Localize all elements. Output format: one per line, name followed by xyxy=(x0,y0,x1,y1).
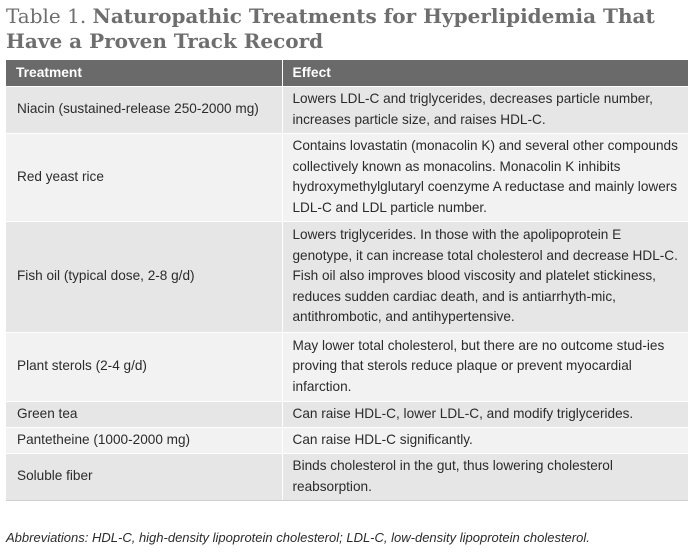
treatment-cell: Fish oil (typical dose, 2-8 g/d) xyxy=(6,222,282,333)
table-row xyxy=(6,134,688,222)
treatments-table xyxy=(6,60,688,501)
treatment-cell: Red yeast rice xyxy=(6,134,282,222)
effect-cell: Can raise HDL-C, lower LDL-C, and modify triglycerides. xyxy=(282,402,688,428)
header-effect: Effect xyxy=(282,60,688,87)
table-row xyxy=(6,454,688,501)
treatment-cell: Soluble fiber xyxy=(6,454,282,501)
effect-cell: Contains lovastatin (monacolin K) and several other compounds collectively known as monacolins. Monacolin K inhibits hydroxymethylglutaryl coenzyme A reductase and mainly lowers LDL-C and LDL particle number. xyxy=(282,134,688,222)
table-row xyxy=(6,428,688,454)
treatment-cell: Plant sterols (2-4 g/d) xyxy=(6,333,282,402)
table-row xyxy=(6,222,688,333)
effect-cell: Lowers triglycerides. In those with the apolipoprotein E genotype, it can increase total cholesterol and decrease HDL-C. Fish oil also improves blood viscosity and platelet stickiness, reduces sudden cardiac death, and is antiarrhyth-mic, antithrombotic, and antihypertensive. xyxy=(282,222,688,333)
treatment-cell: Pantetheine (1000-2000 mg) xyxy=(6,428,282,454)
effect-cell: Lowers LDL-C and triglycerides, decreases particle number, increases particle size, and raises HDL-C. xyxy=(282,87,688,134)
table-number: Table 1. xyxy=(6,4,87,28)
table-row xyxy=(6,87,688,134)
effect-cell: Binds cholesterol in the gut, thus lowering cholesterol reabsorption. xyxy=(282,454,688,501)
treatment-cell: Niacin (sustained-release 250-2000 mg) xyxy=(6,87,282,134)
table-body xyxy=(6,87,688,501)
table-row xyxy=(6,333,688,402)
table-title xyxy=(6,4,686,54)
header-treatment: Treatment xyxy=(6,60,282,87)
effect-cell: Can raise HDL-C significantly. xyxy=(282,428,688,454)
treatment-cell: Green tea xyxy=(6,402,282,428)
table-row xyxy=(6,402,688,428)
abbreviations-footnote: Abbreviations: HDL-C, high-density lipoprotein cholesterol; LDL-C, low-density lipoprotein cholesterol. xyxy=(6,530,590,545)
header-row xyxy=(6,60,688,87)
table-heading: Naturopathic Treatments for Hyperlipidemia That Have a Proven Track Record xyxy=(6,4,655,53)
effect-cell: May lower total cholesterol, but there are no outcome stud-ies proving that sterols reduce plaque or prevent myocardial infarction. xyxy=(282,333,688,402)
table-header xyxy=(6,60,688,87)
